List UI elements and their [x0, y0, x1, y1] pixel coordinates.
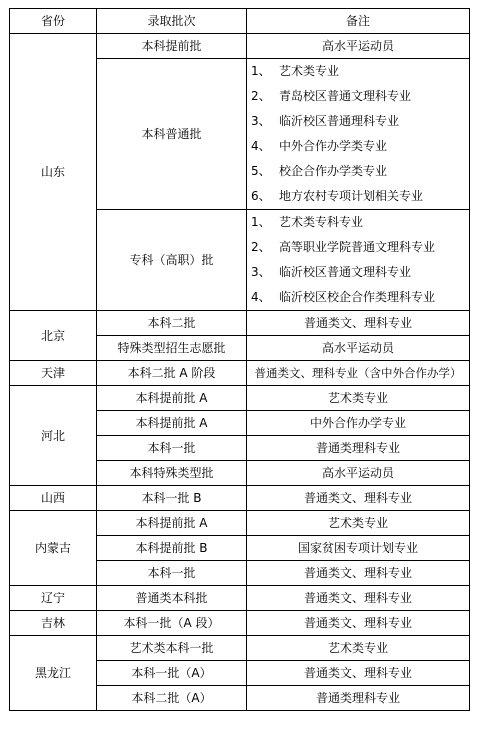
list-number: 6、 [251, 189, 271, 203]
list-number: 1、 [251, 215, 271, 229]
batch-cell: 本科二批（A） [97, 686, 247, 711]
list-item [251, 285, 465, 310]
list-text: 临沂校区校企合作类理科专业 [279, 290, 436, 304]
province-cell: 辽宁 [10, 586, 97, 611]
header-province: 省份 [10, 9, 97, 34]
list-text: 临沂校区普通理科专业 [279, 114, 400, 128]
note-cell: 高水平运动员 [247, 336, 470, 361]
list-number: 2、 [251, 240, 271, 254]
table-row [10, 611, 470, 636]
header-notes: 备注 [247, 9, 470, 34]
batch-cell: 本科特殊类型批 [97, 461, 247, 486]
note-cell: 中外合作办学专业 [247, 411, 470, 436]
list-item [251, 260, 465, 285]
batch-cell: 专科（高职）批 [97, 210, 247, 311]
batch-cell: 本科一批（A） [97, 661, 247, 686]
note-cell: 高水平运动员 [247, 34, 470, 59]
table-row [10, 511, 470, 536]
province-cell: 山西 [10, 486, 97, 511]
list-item [251, 134, 465, 159]
province-cell: 吉林 [10, 611, 97, 636]
batch-cell: 特殊类型招生志愿批 [97, 336, 247, 361]
note-cell: 国家贫困专项计划专业 [247, 536, 470, 561]
province-cell: 山东 [10, 34, 97, 311]
list-number: 3、 [251, 114, 271, 128]
table-row [10, 386, 470, 411]
list-item [251, 235, 465, 260]
note-cell: 高水平运动员 [247, 461, 470, 486]
batch-cell: 本科一批 B [97, 486, 247, 511]
list-item [251, 109, 465, 134]
list-text: 校企合作办学类专业 [279, 164, 388, 178]
list-item [251, 210, 465, 235]
list-text: 青岛校区普通文理科专业 [279, 89, 412, 103]
province-cell: 河北 [10, 386, 97, 486]
batch-cell: 本科一批（A 段） [97, 611, 247, 636]
table-header-row [10, 9, 470, 34]
batch-cell: 本科普通批 [97, 59, 247, 210]
province-cell: 天津 [10, 361, 97, 386]
notes-list-cell [247, 59, 470, 210]
batch-cell: 本科提前批 A [97, 411, 247, 436]
province-cell: 黑龙江 [10, 636, 97, 711]
note-cell: 普通类文、理科专业 [247, 561, 470, 586]
notes-list-cell [247, 210, 470, 311]
note-cell: 艺术类专业 [247, 636, 470, 661]
note-cell: 普通类文、理科专业 [247, 311, 470, 336]
list-item [251, 84, 465, 109]
batch-cell: 本科提前批 [97, 34, 247, 59]
table-row [10, 361, 470, 386]
batch-cell: 本科一批 [97, 561, 247, 586]
list-text: 临沂校区普通文理科专业 [279, 265, 412, 279]
header-batch: 录取批次 [97, 9, 247, 34]
table-row [10, 486, 470, 511]
list-number: 2、 [251, 89, 271, 103]
note-cell: 艺术类专业 [247, 386, 470, 411]
list-text: 中外合作办学类专业 [279, 139, 388, 153]
note-cell: 普通类文、理科专业 [247, 611, 470, 636]
list-text: 艺术类专科专业 [279, 215, 364, 229]
list-item [251, 184, 465, 209]
note-cell: 普通类理科专业 [247, 686, 470, 711]
list-number: 4、 [251, 139, 271, 153]
list-number: 3、 [251, 265, 271, 279]
table-row [10, 636, 470, 661]
table-row [10, 34, 470, 59]
list-text: 地方农村专项计划相关专业 [279, 189, 424, 203]
batch-cell: 艺术类本科一批 [97, 636, 247, 661]
batch-cell: 本科一批 [97, 436, 247, 461]
note-cell: 普通类文、理科专业 [247, 661, 470, 686]
list-number: 4、 [251, 290, 271, 304]
province-cell: 内蒙古 [10, 511, 97, 586]
list-text: 艺术类专业 [279, 64, 340, 78]
table-row [10, 586, 470, 611]
batch-cell: 普通类本科批 [97, 586, 247, 611]
list-number: 1、 [251, 64, 271, 78]
batch-cell: 本科提前批 A [97, 386, 247, 411]
list-number: 5、 [251, 164, 271, 178]
note-cell: 普通类理科专业 [247, 436, 470, 461]
batch-cell: 本科提前批 B [97, 536, 247, 561]
list-item [251, 59, 465, 84]
admissions-table [9, 8, 470, 711]
province-cell: 北京 [10, 311, 97, 361]
table-row [10, 311, 470, 336]
note-cell: 普通类文、理科专业 [247, 486, 470, 511]
batch-cell: 本科二批 [97, 311, 247, 336]
batch-cell: 本科提前批 A [97, 511, 247, 536]
batch-cell: 本科二批 A 阶段 [97, 361, 247, 386]
note-cell: 普通类文、理科专业（含中外合作办学） [247, 361, 470, 386]
list-text: 高等职业学院普通文理科专业 [279, 240, 436, 254]
note-cell: 艺术类专业 [247, 511, 470, 536]
list-item [251, 159, 465, 184]
note-cell: 普通类文、理科专业 [247, 586, 470, 611]
